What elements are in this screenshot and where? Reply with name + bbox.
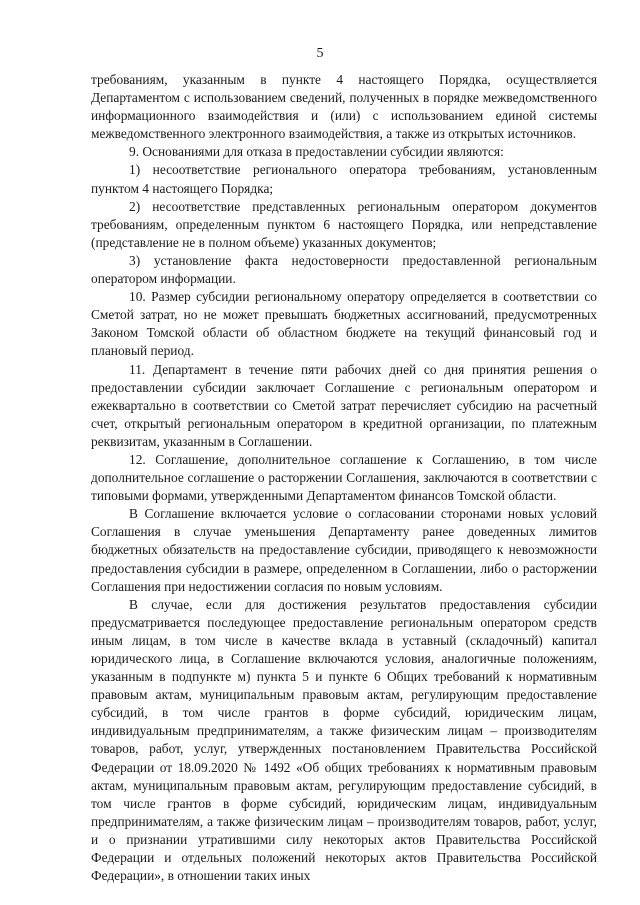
page-number: 5 xyxy=(316,46,324,61)
document-body xyxy=(91,71,597,885)
paragraph-subitem-1: 1) несоответствие регионального оператора требованиям, установленным пунктом 4 настоящего Порядка; xyxy=(91,162,597,196)
paragraph-item-10: 10. Размер субсидии региональному оператору определяется в соответствии со Сметой затрат, но не может превышать бюджетных ассигнований, предусмотренных Законом Томской области об областном бюджете на текущий финансовый год и плановый период. xyxy=(91,289,597,359)
paragraph-subitem-2: 2) несоответствие представленных региональным оператором документов требованиям, определенным пунктом 6 настоящего Порядка, или непредставление (представление не в полном объеме) указанных документов; xyxy=(91,198,597,250)
paragraph-item-9: 9. Основаниями для отказа в предоставлении субсидии являются: xyxy=(129,144,504,160)
paragraph-subitem-3: 3) установление факта недостоверности предоставленной региональным оператором информации. xyxy=(91,252,597,287)
paragraph-item-12: 12. Соглашение, дополнительное соглашение к Соглашению, в том числе дополнительное соглашение о расторжении Соглашения, заключаются в соответствии с типовыми формами, утвержденными Департаментом финансов Томской области. xyxy=(91,451,597,504)
paragraph-continuation: требованиям, указанным в пункте 4 настоящего Порядка, осуществляется Департаментом с использованием сведений, полученных в порядке межведомственного информационного взаимодействия и (или) с использованием единой системы межведомственного электронного взаимодействия, а также из открытых источников. xyxy=(91,72,597,142)
paragraph-item-11: 11. Департамент в течение пяти рабочих дней со дня принятия решения о предоставлении субсидии заключает Соглашение с региональным оператором и ежеквартально в соответствии со Сметой затрат перечисляет субсидию на расчетный счет, открытый региональным оператором в кредитной организации, по платежным реквизитам, указанным в Соглашении. xyxy=(91,361,597,449)
paragraph-subsequent-provision: В случае, если для достижения результатов предоставления субсидии предусматривается последующее предоставление региональным оператором средств иным лицам, в том числе в качестве вклада в уставный (складочный) капитал юридического лица, в Соглашение включаются условия, аналогичные положениям, указанным в подпункте м) пункта 5 и пункте 6 Общих требований к нормативным правовым актам, муниципальным правовым актам, регулирующим предоставление субсидий, в том числе грантов в форме субсидий, юридическим лицам, индивидуальным предпринимателям, а также физическим лицам – производителям товаров, работ, услуг, утвержденных постановлением Правительства Российской Федерации от 18.09.2020 № 1492 «Об общих требованиях к нормативным правовым актам, муниципальным правовым актам, регулирующим предоставление субсидий, в том числе грантов в форме субсидий, юридическим лицам, индивидуальным предпринимателям, а также физическим лицам – производителям товаров, работ, услуг, и о признании утратившими силу некоторых актов Правительства Российской Федерации и отдельных положений некоторых актов Правительства Российской Федерации», в отношении таких иных xyxy=(91,596,597,884)
paragraph-agreement-conditions: В Соглашение включается условие о согласовании сторонами новых условий Соглашения в случае уменьшения Департаменту ранее доведенных лимитов бюджетных обязательств на предоставление субсидии, приводящего к невозможности предоставления субсидии в размере, определенном в Соглашении, либо о расторжении Соглашения при недостижении согласия по новым условиям. xyxy=(91,506,597,594)
